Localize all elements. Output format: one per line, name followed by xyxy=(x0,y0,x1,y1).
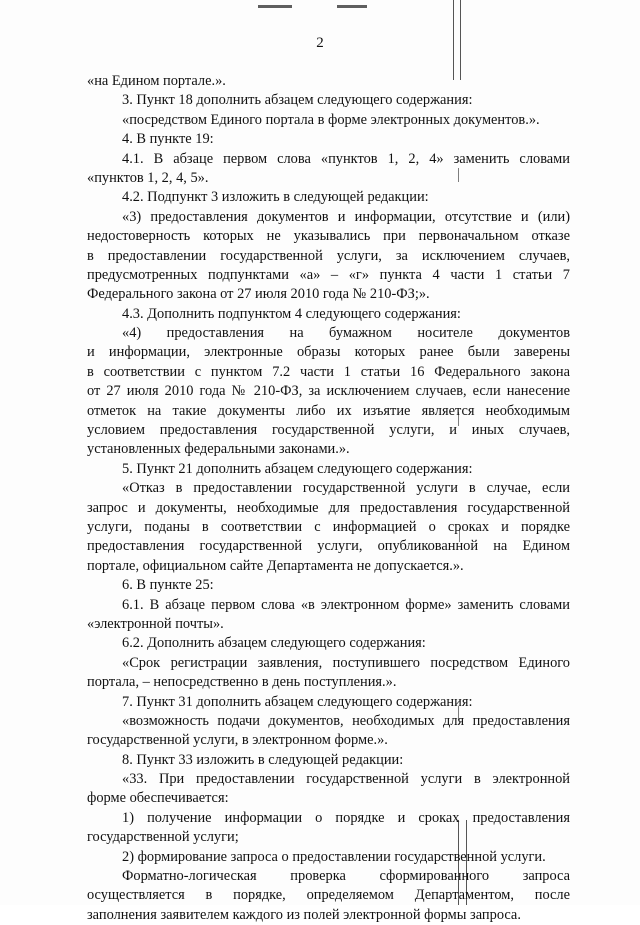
text-line: предоставления государственной услуги, опубликованной на Едином xyxy=(87,538,570,555)
text-line: от 27 июля 2010 года № 210-ФЗ, за исключением случаев, если нанесение xyxy=(87,383,570,400)
text-line: и информации, электронные образы которых ранее были заверены xyxy=(87,344,570,361)
scan-smudge-left xyxy=(258,5,292,8)
text-line: в предоставлении государственной услуги, за исключением случаев, xyxy=(87,247,570,264)
text-line: Форматно-логическая проверка сформированного запроса xyxy=(122,868,570,885)
text-line: в соответствии с пунктом 7.2 части 1 статьи 16 Федерального закона xyxy=(87,363,570,380)
document-body xyxy=(87,72,570,925)
text-line: 4. В пункте 19: xyxy=(122,131,214,148)
text-line: портале, официальном сайте Департамента не допускается.». xyxy=(87,557,464,574)
text-line: 3. Пункт 18 дополнить абзацем следующего содержания: xyxy=(122,92,473,109)
text-line: недостоверность которых не указывались при первоначальном отказе xyxy=(87,228,570,245)
text-line: 4.3. Дополнить подпунктом 4 следующего содержания: xyxy=(122,305,461,322)
text-line: услуги, поданы в соответствии с информацией о сроках и порядке xyxy=(87,518,570,535)
page-number: 2 xyxy=(316,35,324,51)
text-line: «возможность подачи документов, необходимых для предоставления xyxy=(122,712,570,729)
text-line: «Срок регистрации заявления, поступившего посредством Единого xyxy=(122,654,570,671)
text-line: «пунктов 1, 2, 4, 5». xyxy=(87,169,209,186)
text-line: портала, – непосредственно в день поступления.». xyxy=(87,674,397,691)
text-line: 6.2. Дополнить абзацем следующего содержания: xyxy=(122,635,426,652)
text-line: форме обеспечивается: xyxy=(87,790,229,807)
text-line: «33. При предоставлении государственной услуги в электронной xyxy=(122,771,570,788)
text-line: 4.2. Подпункт 3 изложить в следующей редакции: xyxy=(122,189,429,206)
text-line: Федерального закона от 27 июля 2010 года № 210-ФЗ;». xyxy=(87,286,430,303)
text-line: 8. Пункт 33 изложить в следующей редакции: xyxy=(122,751,404,768)
text-line: условием предоставления государственной услуги, и иных случаев, xyxy=(87,422,570,439)
text-line: государственной услуги; xyxy=(87,829,239,846)
text-line: «4) предоставления на бумажном носителе документов xyxy=(122,325,570,342)
text-line: 4.1. В абзаце первом слова «пунктов 1, 2, 4» заменить словами xyxy=(122,150,570,167)
text-line: «электронной почты». xyxy=(87,615,224,632)
text-line: 6. В пункте 25: xyxy=(122,577,214,594)
scan-smudge-right xyxy=(337,5,367,8)
text-line: государственной услуги, в электронном форме.». xyxy=(87,732,388,749)
text-line: осуществляется в порядке, определяемом Департаментом, после xyxy=(87,887,570,904)
text-line: 5. Пункт 21 дополнить абзацем следующего содержания: xyxy=(122,460,473,477)
text-line: предусмотренных подпунктами «а» – «г» пункта 4 части 1 статьи 7 xyxy=(87,266,570,283)
text-line: «Отказ в предоставлении государственной услуги в случае, если xyxy=(122,480,570,497)
text-line: отметок на такие документы либо их изъятие является необходимым xyxy=(87,402,570,419)
text-line: «посредством Единого портала в форме электронных документов.». xyxy=(122,111,540,128)
text-line: запрос и документы, необходимые для предоставления государственной xyxy=(87,499,570,516)
text-line: 6.1. В абзаце первом слова «в электронном форме» заменить словами xyxy=(122,596,570,613)
text-line: 7. Пункт 31 дополнить абзацем следующего содержания: xyxy=(122,693,473,710)
text-line: установленных федеральными законами.». xyxy=(87,441,350,458)
text-line: заполнения заявителем каждого из полей электронной формы запроса. xyxy=(87,906,521,923)
text-line: 2) формирование запроса о предоставлении государственной услуги. xyxy=(122,848,546,865)
text-line: «на Едином портале.». xyxy=(87,73,226,89)
text-line: 1) получение информации о порядке и сроках предоставления xyxy=(122,809,570,826)
text-line: «3) предоставления документов и информации, отсутствие и (или) xyxy=(122,208,570,225)
